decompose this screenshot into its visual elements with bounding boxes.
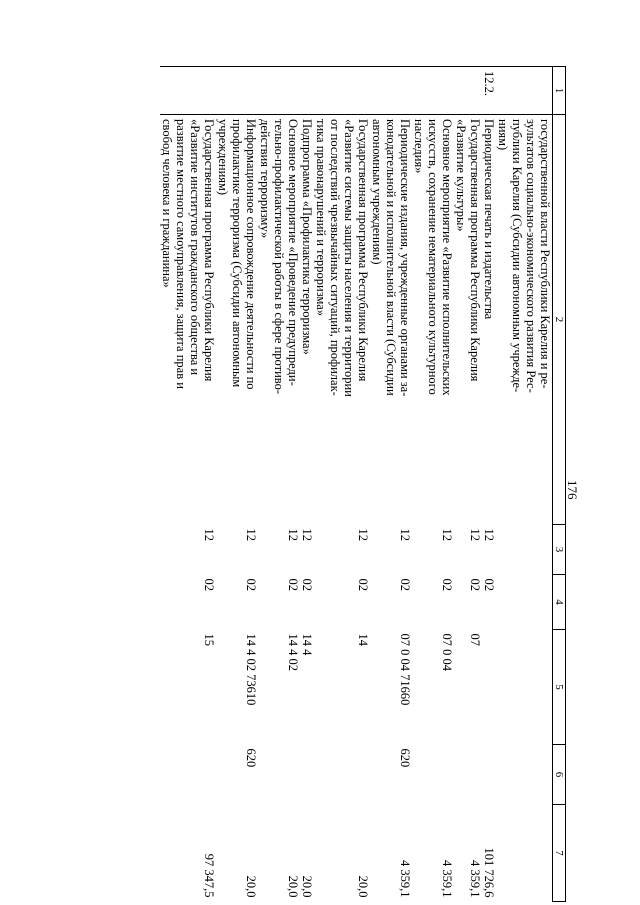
row-name-line: от последствий чрезвычайных ситуаций, профилак-	[328, 119, 342, 396]
header-col-1: 1	[553, 67, 566, 115]
row-number	[300, 67, 314, 115]
row-name-line: профилактике терроризма (Субсидии автономным	[230, 119, 244, 388]
row-target-article	[496, 630, 553, 745]
table-row	[496, 67, 553, 902]
row-name-line: свобод человека и гражданина»	[160, 119, 174, 288]
row-expense-type: 620	[244, 748, 258, 768]
row-amount: 4 359,1	[398, 860, 412, 898]
row-number	[314, 67, 370, 115]
table-row	[216, 67, 258, 902]
row-name	[258, 115, 300, 525]
row-name-line: автономным учреждениям)	[370, 119, 384, 265]
row-name-line: Информационное сопровождение деятельности по	[244, 119, 258, 390]
row-section-code: 12	[202, 528, 216, 541]
row-section-code: 12	[398, 528, 412, 541]
row-expense-type	[482, 745, 496, 805]
table-row	[258, 67, 300, 902]
row-name-line: зультатов социально-экономического развития Рес-	[524, 119, 538, 393]
row-name	[216, 115, 258, 525]
table-row	[454, 67, 482, 902]
row-amount	[496, 805, 553, 902]
row-section-code: 12	[482, 528, 496, 541]
row-target-article: 07 0 04	[440, 633, 454, 671]
row-expense-type	[412, 745, 454, 805]
row-name-line: Государственная программа Республики Карелия	[356, 119, 370, 382]
row-section-code: 12	[440, 528, 454, 541]
row-expense-type	[258, 745, 300, 805]
row-section-code: 12	[356, 528, 370, 541]
row-subsection-code: 02	[468, 578, 482, 591]
row-section-code: 12	[286, 528, 300, 541]
row-name	[300, 115, 314, 525]
row-target-article: 14 4 02 73610	[244, 633, 258, 706]
header-col-4: 4	[553, 575, 566, 630]
row-subsection-code: 02	[300, 578, 314, 591]
row-name	[370, 115, 412, 525]
row-subsection-code: 02	[202, 578, 216, 591]
row-target-article: 07	[468, 633, 482, 646]
row-name-line: наследия»	[412, 119, 426, 174]
row-number	[496, 67, 553, 115]
header-col-3: 3	[553, 525, 566, 575]
row-number: 12.2.	[482, 67, 496, 115]
row-name-line: действия терроризму»	[258, 119, 272, 239]
header-col-7: 7	[553, 805, 566, 902]
row-name-line: тика правонарушений и терроризма»	[314, 119, 328, 317]
row-expense-type	[300, 745, 314, 805]
row-amount: 97 347,5	[202, 853, 216, 898]
row-amount: 20,0	[300, 875, 314, 898]
header-col-5: 5	[553, 630, 566, 745]
table-row	[370, 67, 412, 902]
table-row	[412, 67, 454, 902]
row-expense-type	[314, 745, 370, 805]
table-header	[553, 67, 566, 902]
row-name	[314, 115, 370, 525]
row-name-line: развитие местного самоуправления, защита прав и	[174, 119, 188, 389]
row-number	[216, 67, 258, 115]
row-amount: 4 359,1	[468, 860, 482, 898]
row-section-code: 12	[468, 528, 482, 541]
row-subsection-code: 02	[244, 578, 258, 591]
table-row	[300, 67, 314, 902]
row-number	[412, 67, 454, 115]
table-body	[160, 67, 553, 902]
row-target-article: 14	[356, 633, 370, 646]
row-expense-type: 620	[398, 748, 412, 768]
row-subsection-code: 02	[440, 578, 454, 591]
table-row	[314, 67, 370, 902]
row-name	[412, 115, 454, 525]
row-target-article: 14 4	[300, 633, 314, 656]
row-name-line: Периодические издания, учрежденные органами за-	[398, 119, 412, 397]
row-name	[454, 115, 482, 525]
row-name-line: «Развитие культуры»	[454, 119, 468, 232]
row-subsection-code: 02	[356, 578, 370, 591]
page-number: 176	[565, 480, 580, 500]
row-subsection-code: 02	[286, 578, 300, 591]
header-col-6: 6	[553, 745, 566, 805]
row-name-line: учреждениям)	[216, 119, 230, 196]
row-amount: 20,0	[244, 875, 258, 898]
row-number	[454, 67, 482, 115]
header-col-2: 2	[553, 115, 566, 525]
row-amount: 101 726,6	[482, 847, 496, 898]
row-section-code: 12	[300, 528, 314, 541]
row-amount: 20,0	[356, 875, 370, 898]
row-amount: 20,0	[286, 875, 300, 898]
row-name-line: Государственная программа Республики Карелия	[202, 119, 216, 382]
row-amount: 4 359,1	[440, 860, 454, 898]
row-name-line: публики Карелия (Субсидии автономным учрежде-	[510, 119, 524, 393]
row-name-line: ниям)	[496, 119, 510, 151]
row-name-line: конодательной и исполнительной власти (Субсидии	[384, 119, 398, 396]
row-name	[496, 115, 553, 525]
row-name	[160, 115, 216, 525]
row-name-line: Основное мероприятие «Развитие исполнительских	[440, 119, 454, 396]
row-name-line: Периодическая печать и издательства	[482, 119, 496, 320]
table-row	[482, 67, 496, 902]
budget-table	[160, 66, 566, 902]
row-name-line: «Развитие институтов гражданского общества и	[188, 119, 202, 376]
row-name-line: тельно-профилактической работы в сфере противо-	[272, 119, 286, 395]
row-subsection-code: 02	[398, 578, 412, 591]
row-name-line: Основное мероприятие «Проведение предупреди-	[286, 119, 300, 386]
row-name-line: Государственная программа Республики Карелия	[468, 119, 482, 382]
table-row	[160, 67, 216, 902]
row-target-article: 15	[202, 633, 216, 646]
row-number	[160, 67, 216, 115]
row-section-code	[496, 525, 553, 575]
row-subsection-code: 02	[482, 578, 496, 591]
row-section-code: 12	[244, 528, 258, 541]
row-name-line: «Развитие системы защиты населения и территории	[342, 119, 356, 397]
row-subsection-code	[496, 575, 553, 630]
row-expense-type	[496, 745, 553, 805]
budget-table-container	[66, 66, 566, 901]
row-expense-type	[160, 745, 216, 805]
row-target-article: 07 0 04 71660	[398, 633, 412, 706]
row-target-article: 14 4 02	[286, 633, 300, 671]
row-name	[482, 115, 496, 525]
row-name-line: искусств, сохранение нематериального культурного	[426, 119, 440, 395]
row-expense-type	[454, 745, 482, 805]
row-number	[370, 67, 412, 115]
row-number	[258, 67, 300, 115]
row-name-line: государственной власти Республики Карелия и ре-	[538, 119, 552, 389]
row-name-line: Подпрограмма «Профилактика терроризма»	[300, 119, 314, 355]
row-target-article	[482, 630, 496, 745]
